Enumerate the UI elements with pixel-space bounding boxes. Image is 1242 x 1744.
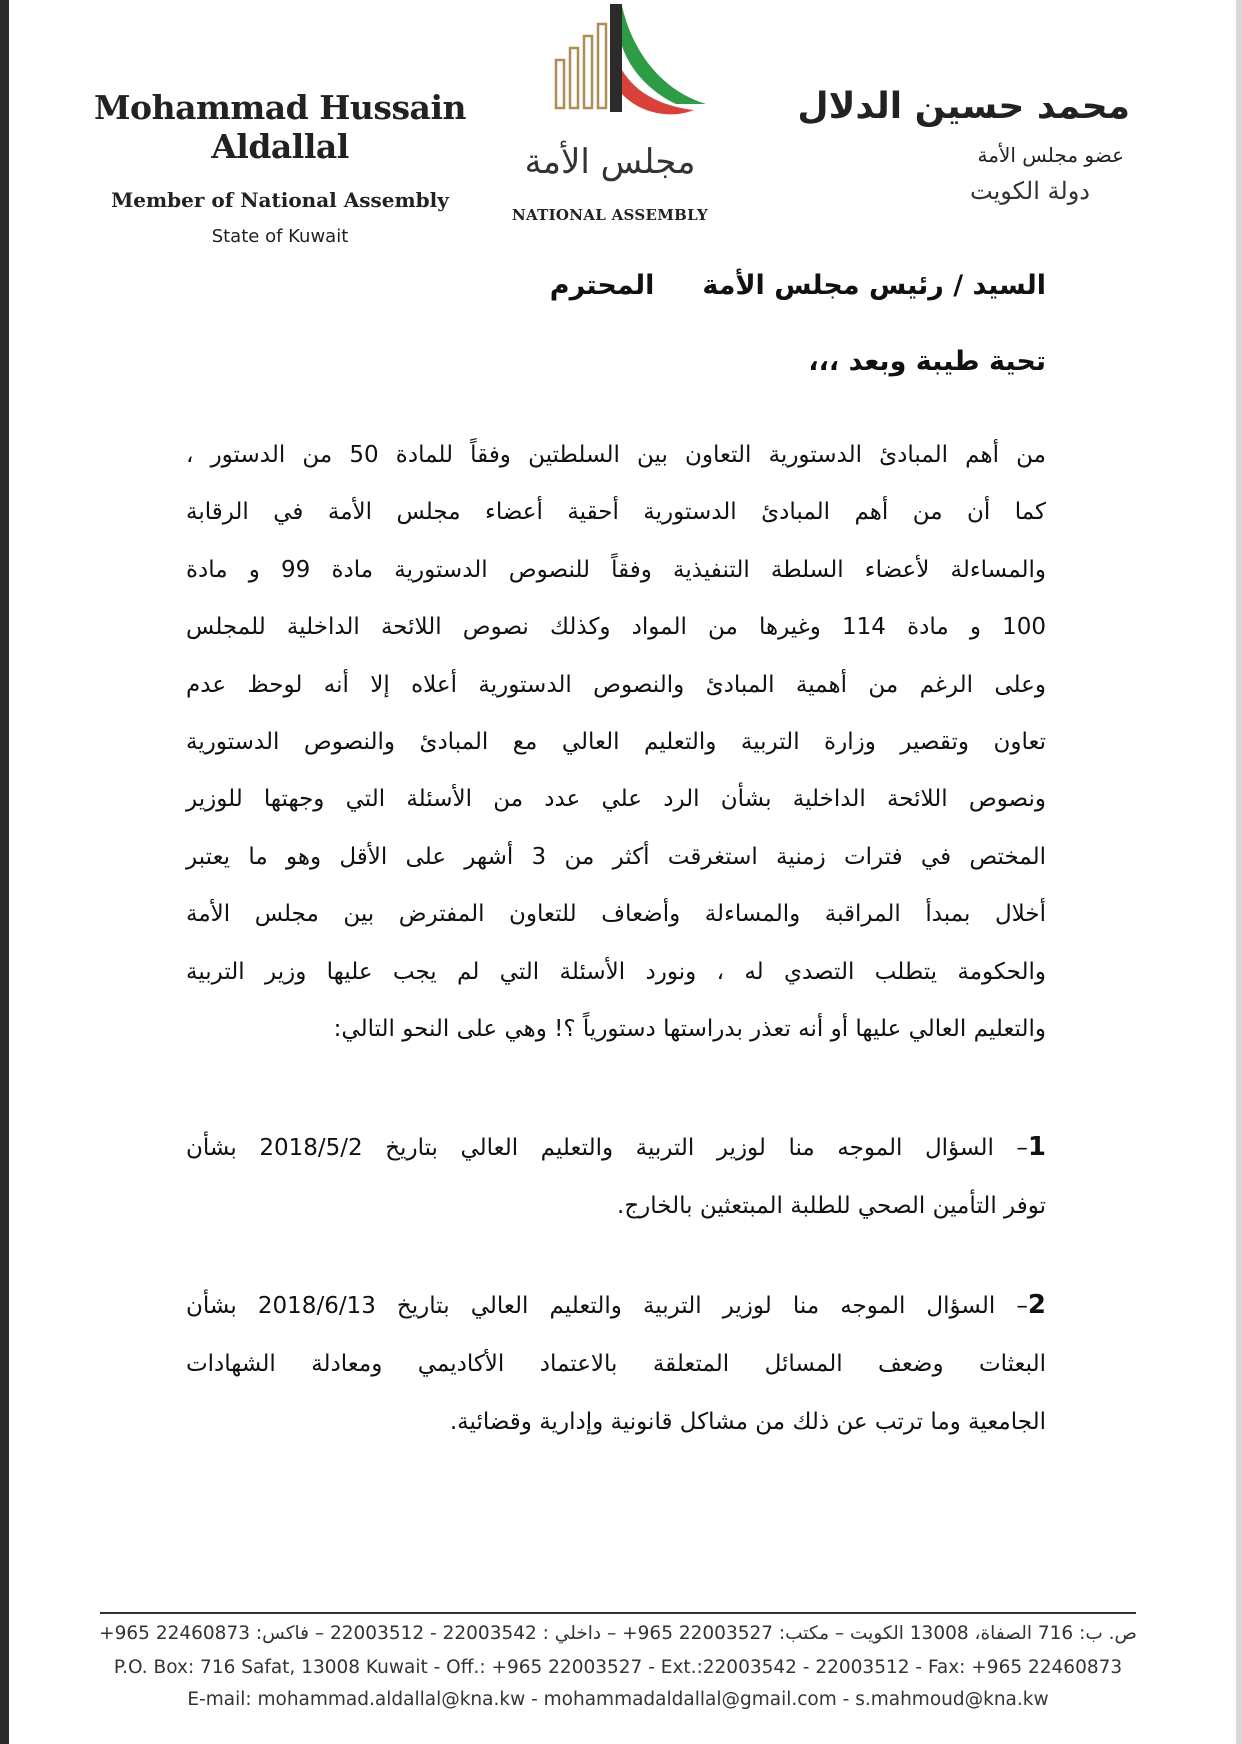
letterhead-english: [60, 88, 500, 247]
question-line: [186, 1276, 1046, 1335]
body-line: أخلال بمبدأ المراقبة والمساءلة وأضعاف للتعاون المفترض بين مجلس الأمة: [186, 901, 1046, 928]
body-line: وعلى الرغم من أهمية المبادئ والنصوص الدستورية أعلاه إلا أنه لوحظ عدم: [186, 671, 1046, 698]
footer-divider: [100, 1612, 1136, 1614]
question-line: البعثات وضعف المسائل المتعلقة بالاعتماد الأكاديمي ومعادلة الشهادات: [186, 1351, 1046, 1377]
scan-right-edge: [1236, 0, 1242, 1744]
national-assembly-logo: [510, 0, 710, 230]
member-name-arabic: محمد حسين الدلال: [797, 86, 1130, 127]
body-line: والمساءلة لأعضاء السلطة التنفيذية وفقاً للنصوص الدستورية مادة 99 و مادة: [186, 556, 1046, 583]
body-line: والحكومة يتطلب التصدي له ، ونورد الأسئلة التي لم يجب عليها وزير التربية: [186, 958, 1046, 985]
question-number: 2: [1027, 1290, 1046, 1320]
salutation-title: المحترم: [549, 270, 655, 301]
question-2: [186, 1276, 1046, 1451]
logo-arabic-text: مجلس الأمة: [524, 142, 696, 182]
member-name-english: Mohammad Hussain Aldallal: [94, 88, 466, 166]
greeting: تحية طيبة وبعد ،،،: [808, 346, 1046, 377]
body-line: من أهم المبادئ الدستورية التعاون بين السلطتين وفقاً للمادة 50 من الدستور ،: [186, 442, 1046, 468]
body-line: تعاون وتقصير وزارة التربية والتعليم العالي مع المبادئ والنصوص الدستورية: [186, 729, 1046, 756]
body-line: والتعليم العالي عليها أو أنه تعذر بدراستها دستورياً ؟! وهي على النحو التالي:: [333, 1016, 1046, 1043]
body-line: المختص في فترات زمنية استغرقت أكثر من 3 أشهر على الأقل وهو ما يعتبر: [186, 843, 1047, 870]
footer-emails: E-mail: mohammad.aldallal@kna.kw - mohammadaldallal@gmail.com - s.mahmoud@kna.kw: [187, 1689, 1049, 1710]
member-role-arabic: عضو مجلس الأمة: [977, 143, 1124, 167]
question-line: توفر التأمين الصحي للطلبة المبتعثين بالخارج.: [617, 1193, 1046, 1219]
question-line: الجامعية وما ترتب عن ذلك من مشاكل قانونية وإدارية وقضائية.: [449, 1409, 1046, 1435]
member-role-english: Member of National Assembly: [111, 188, 449, 212]
salutation-recipient: السيد / رئيس مجلس الأمة: [702, 270, 1046, 301]
question-number: 1: [1027, 1132, 1046, 1162]
letterhead-arabic: [770, 86, 1130, 205]
state-arabic: دولة الكويت: [970, 177, 1090, 205]
question-text: – السؤال الموجه منا لوزير التربية والتعليم العالي بتاريخ 2018/6/13 بشأن: [186, 1293, 1028, 1319]
footer-arabic-contact: ص. ب: 716 الصفاة، 13008 الكويت – مكتب: 22003527 965+ – داخلي : 22003542 - 22003512 – فاكس: 22460873 965+: [99, 1623, 1137, 1644]
question-1: [186, 1118, 1046, 1235]
state-english: State of Kuwait: [211, 226, 349, 247]
scan-left-edge: [0, 0, 9, 1744]
question-line: [186, 1118, 1046, 1177]
salutation: [550, 270, 1046, 301]
question-text: – السؤال الموجه منا لوزير التربية والتعليم العالي بتاريخ 2018/5/2 بشأن: [186, 1135, 1028, 1161]
letter-body: [186, 427, 1046, 1058]
body-line: 100 و مادة 114 وغيرها من المواد وكذلك نصوص اللائحة الداخلية للمجلس: [186, 614, 1046, 641]
body-line: كما أن من أهم المبادئ الدستورية أحقية أعضاء مجلس الأمة في الرقابة: [186, 499, 1046, 526]
assembly-emblem-icon: [510, 0, 710, 140]
logo-english-text: NATIONAL ASSEMBLY: [512, 206, 708, 224]
footer-english-contact: P.O. Box: 716 Safat, 13008 Kuwait - Off.: +965 22003527 - Ext.:22003542 - 22003512 - Fax: +965 22460873: [113, 1657, 1123, 1678]
body-line: ونصوص اللائحة الداخلية بشأن الرد علي عدد من الأسئلة التي وجهتها للوزير: [186, 786, 1046, 813]
